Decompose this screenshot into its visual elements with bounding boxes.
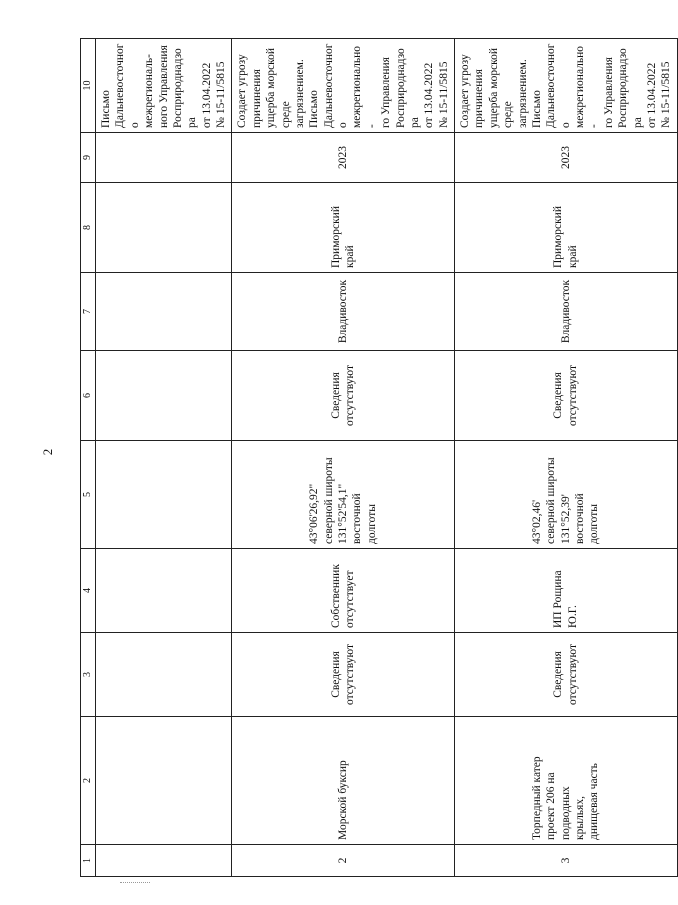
note-cell: Создает угрозу причинения ущерба морской среде загрязнением. Письмо Дальневосточного межрегионально- го Управления Росприроднадзора от 13.04.2022 № 15-11/5815 — [455, 39, 678, 133]
vessels-table — [80, 38, 678, 877]
rotated-table-container — [80, 39, 673, 877]
year-cell: 2023 — [455, 133, 678, 183]
table-cell — [96, 441, 232, 549]
table-row — [455, 39, 678, 877]
table-cell — [96, 183, 232, 273]
coordinates-cell: 43°02,46' северной широты 131°52,39' восточной долготы — [455, 441, 678, 549]
region-cell: Приморский край — [232, 183, 455, 273]
city-cell: Владивосток — [232, 273, 455, 351]
column-number: 7 — [81, 273, 96, 351]
table-row — [96, 39, 232, 877]
table-cell — [96, 133, 232, 183]
coordinates-cell: 43°06'26,92" северной широты 131°52'54,1" восточной долготы — [232, 441, 455, 549]
table-cell — [96, 351, 232, 441]
column-number: 2 — [81, 717, 96, 845]
table-row — [232, 39, 455, 877]
table-cell — [96, 845, 232, 877]
column-number: 3 — [81, 633, 96, 717]
owner-cell: Собственник отсутствует — [232, 549, 455, 633]
column-number: 1 — [81, 845, 96, 877]
table-cell: Сведения отсутствуют — [455, 633, 678, 717]
column-number: 10 — [81, 39, 96, 133]
owner-cell: ИП Рощина Ю.Г. — [455, 549, 678, 633]
scan-artifact — [120, 882, 150, 885]
table-cell-note: Письмо Дальневосточного межрегиональ- ного Управления Росприроднадзора от 13.04.2022 № 15-11/5815 — [96, 39, 232, 133]
table-cell — [96, 549, 232, 633]
vessel-name: Морской буксир — [232, 717, 455, 845]
year-cell: 2023 — [232, 133, 455, 183]
column-numbers-row — [81, 39, 96, 877]
column-number: 9 — [81, 133, 96, 183]
table-cell: Сведения отсутствуют — [455, 351, 678, 441]
column-number: 4 — [81, 549, 96, 633]
page-number: 2 — [40, 448, 55, 456]
region-cell: Приморский край — [455, 183, 678, 273]
table-cell — [96, 273, 232, 351]
vessel-name: Торпедный катер проект 206 на подводных крыльях, днищевая часть — [455, 717, 678, 845]
note-cell: Создает угрозу причинения ущерба морской среде загрязнением. Письмо Дальневосточного межрегионально- го Управления Росприроднадзора от 13.04.2022 № 15-11/5815 — [232, 39, 455, 133]
row-number: 2 — [232, 845, 455, 877]
city-cell: Владивосток — [455, 273, 678, 351]
table-cell — [96, 717, 232, 845]
column-number: 8 — [81, 183, 96, 273]
row-number: 3 — [455, 845, 678, 877]
column-number: 6 — [81, 351, 96, 441]
table-cell: Сведения отсутствуют — [232, 351, 455, 441]
table-cell: Сведения отсутствуют — [232, 633, 455, 717]
table-cell — [96, 633, 232, 717]
column-number: 5 — [81, 441, 96, 549]
